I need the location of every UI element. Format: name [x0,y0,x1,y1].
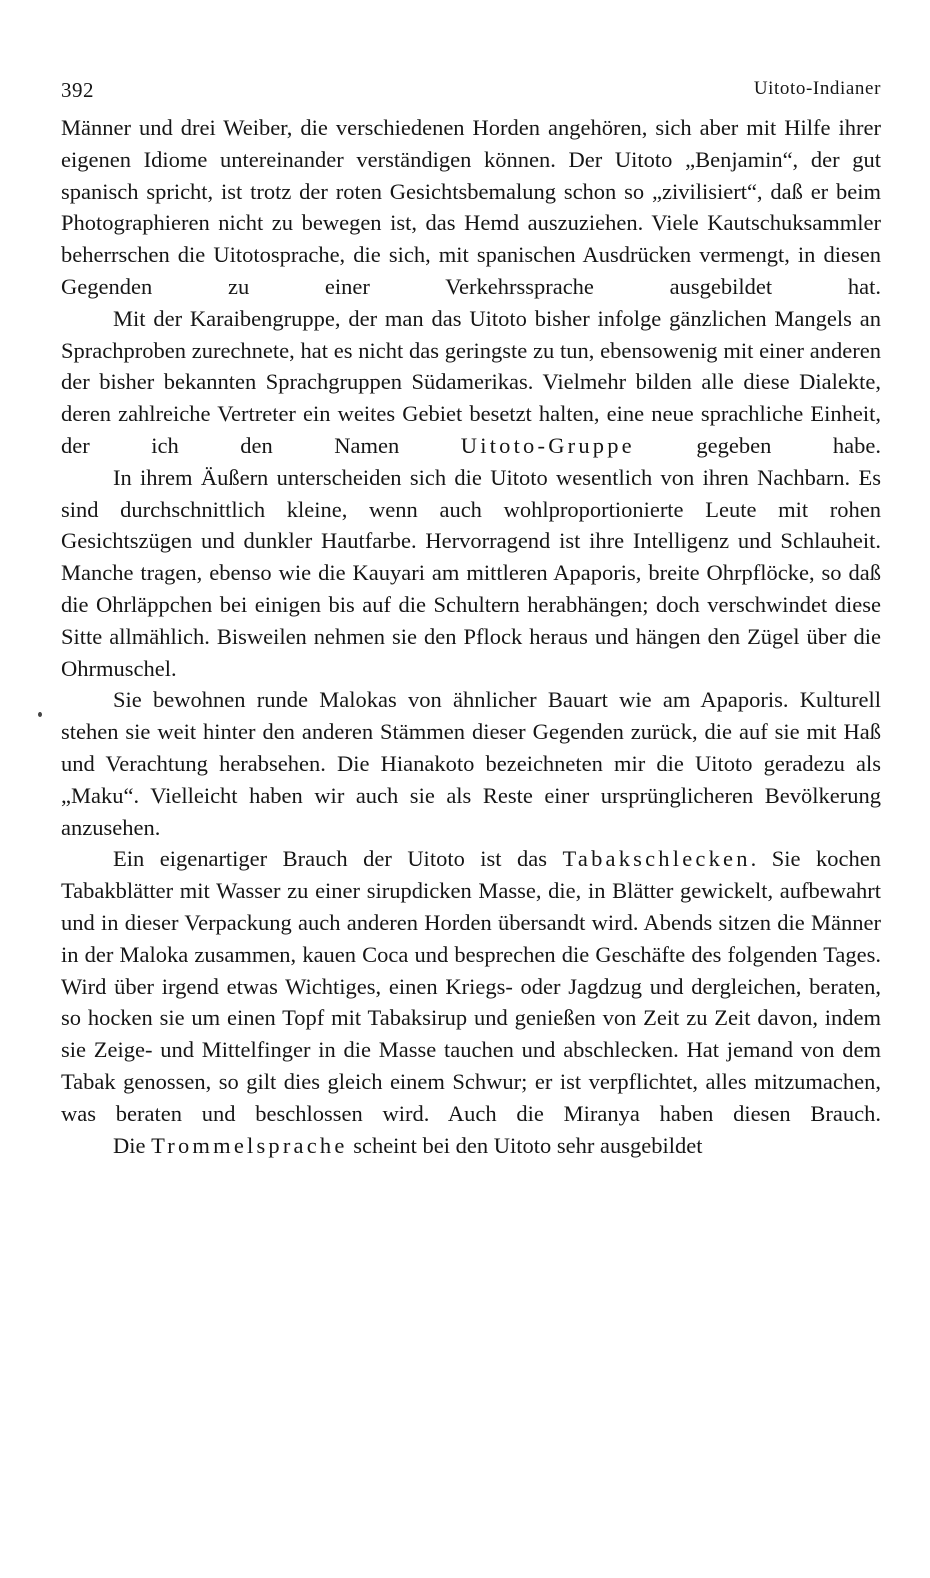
paragraph-text: gegeben habe. [634,432,881,458]
paragraph-5 [61,843,881,1129]
paragraph-6 [61,1130,881,1162]
paragraph-1 [61,112,881,303]
paragraph-text: . Sie kochen Tabakblätter mit Wasser zu einer sirupdicken Masse, die, in Blätter gewickelt, aufbewahrt und in dieser Verpackung auch anderen Horden übersandt wird. Abends sitzen die Männer in der Maloka zusammen, kauen Coca und besprechen die Geschäfte des folgenden Tages. Wird über irgend etwas Wichtiges, einen Kriegs- oder Jagdzug und dergleichen, beraten, so hocken sie um einen Topf mit Tabaksirup und genießen von Zeit zu Zeit davon, indem sie Zeige- und Mittelfinger in die Masse tauchen und abschlecken. Hat jemand von dem Tabak genossen, so gilt dies gleich einem Schwur; er ist verpflichtet, alles mitzumachen, was beraten und beschlossen wird. Auch die Miranya haben diesen Brauch. [61,846,881,1126]
paragraph-text: Die [113,1132,152,1158]
paragraph-text: Sie bewohnen runde Malokas von ähnlicher Bauart wie am Apaporis. Kulturell stehen sie weit hinter den anderen Stämmen dieser Gegenden zurück, die auf sie mit Haß und Verachtung herabsehen. Die Hianakoto bezeichneten mir die Uitoto geradezu als „Maku“. Vielleicht haben wir auch sie als Reste einer ursprünglicheren Bevölkerung anzusehen. [61,687,881,840]
paragraph-text: Ein eigenartiger Brauch der Uitoto ist das [113,846,563,872]
spaced-emphasis-term: Tabakschlecken [562,846,751,872]
running-title: Uitoto-Indianer [753,78,881,99]
body-text [61,112,881,1161]
page-number: 392 [61,78,94,102]
paragraph-4 [61,684,881,843]
print-speck [38,712,42,717]
paragraph-3 [61,462,881,685]
book-page [61,72,881,1161]
paragraph-2 [61,303,881,462]
paragraph-text: In ihrem Äußern unterscheiden sich die Uitoto wesentlich von ihren Nachbarn. Es sind durchschnittlich kleine, wenn auch wohlproportionierte Leute mit rohen Gesichtszügen und dunkler Hautfarbe. Hervorragend ist ihre Intelligenz und Schlauheit. Manche tragen, ebenso wie die Kauyari am mittleren Apaporis, breite Ohrpflöcke, so daß die Ohrläppchen bei einigen bis auf die Schultern herabhängen; doch verschwindet diese Sitte allmählich. Bisweilen nehmen sie den Pflock heraus und hängen den Zügel über die Ohrmuschel. [61,464,881,681]
running-head [61,72,881,112]
spaced-emphasis-term: Uitoto-Gruppe [460,432,635,458]
spaced-emphasis-term: Trommelsprache [151,1132,348,1158]
paragraph-text: Mit der Karaibengruppe, der man das Uitoto bisher infolge gänzlichen Mangels an Sprachproben zurechnete, hat es nicht das geringste zu tun, ebensowenig mit einer anderen der bisher bekannten Sprachgruppen Südamerikas. Vielmehr bilden alle diese Dialekte, deren zahlreiche Vertreter ein weites Gebiet besetzt halten, eine neue sprachliche Einheit, der ich den Namen [61,305,881,458]
paragraph-text: Männer und drei Weiber, die verschiedenen Horden angehören, sich aber mit Hilfe ihrer eigenen Idiome untereinander verständigen können. Der Uitoto „Benjamin“, der gut spanisch spricht, ist trotz der roten Gesichtsbemalung schon so „zivilisiert“, daß er beim Photographieren nicht zu bewegen ist, das Hemd auszuziehen. Viele Kautschuksammler beherrschen die Uitotosprache, die sich, mit spanischen Ausdrücken vermengt, in diesen Gegenden zu einer Verkehrssprache ausgebildet hat. [61,115,881,299]
paragraph-text: scheint bei den Uitoto sehr ausgebildet [347,1132,703,1158]
